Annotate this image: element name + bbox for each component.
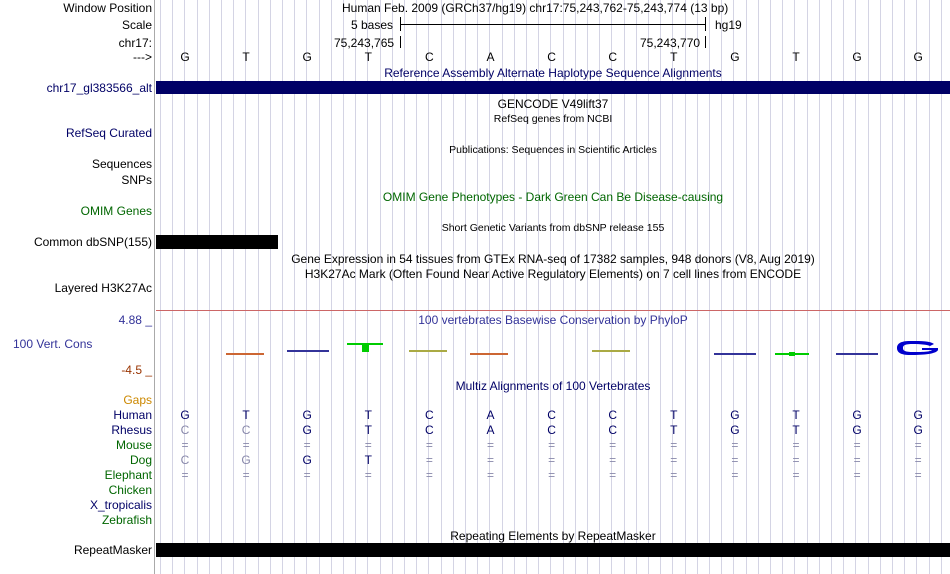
multiz-species-label[interactable]: Chicken xyxy=(108,483,152,497)
refseq-track-title[interactable]: RefSeq genes from NCBI xyxy=(493,113,613,125)
multiz-base: C xyxy=(425,423,434,437)
phylop-track-label[interactable]: 100 Vert. Cons xyxy=(13,337,93,351)
multiz-base: = xyxy=(486,468,494,482)
multiz-base: = xyxy=(853,468,861,482)
multiz-species-label[interactable]: Human xyxy=(113,408,152,422)
label-column-divider xyxy=(154,0,155,574)
multiz-base: = xyxy=(181,468,189,482)
publications-sequences-label[interactable]: Sequences xyxy=(91,157,152,171)
multiz-base: = xyxy=(364,438,372,452)
multiz-base: = xyxy=(853,453,861,467)
multiz-base: = xyxy=(609,453,617,467)
omim-track-label[interactable]: OMIM Genes xyxy=(80,204,152,218)
h3k27ac-track-title[interactable]: H3K27Ac Mark (Often Found Near Active Regulatory Elements) on 7 cell lines from ENCODE xyxy=(304,267,802,281)
alt-haplotype-track-title[interactable]: Reference Assembly Alternate Haplotype Sequence Alignments xyxy=(384,66,722,80)
reference-base: G xyxy=(913,50,923,64)
multiz-base: = xyxy=(548,468,556,482)
reference-base: T xyxy=(242,50,250,64)
reference-base: G xyxy=(730,50,740,64)
multiz-base: = xyxy=(731,438,739,452)
alt-haplotype-track-label[interactable]: chr17_gl383566_alt xyxy=(46,81,152,95)
dbsnp-track-title[interactable]: Short Genetic Variants from dbSNP release 155 xyxy=(441,222,665,234)
gencode-track-title[interactable]: GENCODE V49lift37 xyxy=(497,97,609,111)
h3k27ac-track-label[interactable]: Layered H3K27Ac xyxy=(54,281,152,295)
multiz-base: C xyxy=(608,408,618,422)
multiz-base: = xyxy=(914,468,922,482)
multiz-base: = xyxy=(303,468,311,482)
multiz-base: T xyxy=(792,423,800,437)
phylop-track-title[interactable]: 100 vertebrates Basewise Conservation by PhyloP xyxy=(418,313,688,327)
repeatmasker-track-title[interactable]: Repeating Elements by RepeatMasker xyxy=(450,529,656,543)
multiz-gaps-label[interactable]: Gaps xyxy=(123,393,152,407)
multiz-base: = xyxy=(609,468,617,482)
multiz-base: = xyxy=(242,468,250,482)
multiz-base: = xyxy=(181,438,189,452)
multiz-base: = xyxy=(609,438,617,452)
dbsnp-track-label[interactable]: Common dbSNP(155) xyxy=(33,235,152,249)
multiz-base: = xyxy=(486,453,494,467)
multiz-base: T xyxy=(792,408,800,422)
window-position-value: Human Feb. 2009 (GRCh37/hg19) chr17:75,243,762-75,243,774 (13 bp) xyxy=(342,1,729,15)
multiz-base: A xyxy=(486,423,495,437)
strand-arrow-label: ---> xyxy=(133,50,152,64)
multiz-base: G xyxy=(302,423,312,437)
reference-base: G xyxy=(852,50,862,64)
multiz-base: G xyxy=(913,423,923,437)
phylop-mark xyxy=(409,350,447,352)
multiz-base: G xyxy=(913,408,923,422)
multiz-base: G xyxy=(180,408,190,422)
phylop-mark xyxy=(836,353,878,355)
phylop-mark xyxy=(362,344,369,352)
scale-value: 5 bases xyxy=(351,18,394,32)
coord-left: 75,243,765 xyxy=(334,36,395,50)
multiz-base: C xyxy=(608,423,618,437)
dbsnp-variant-bar[interactable] xyxy=(156,235,278,249)
multiz-base: = xyxy=(914,453,922,467)
phylop-max-label: 4.88 _ xyxy=(118,313,152,327)
coord-right: 75,243,770 xyxy=(640,36,701,50)
multiz-base: = xyxy=(792,468,800,482)
multiz-species-label[interactable]: Rhesus xyxy=(111,423,152,437)
phylop-mark xyxy=(287,350,329,352)
gtex-track-title[interactable]: Gene Expression in 54 tissues from GTEx RNA-seq of 17382 samples, 948 donors (V8, Aug 2019) xyxy=(291,252,815,266)
reference-base: C xyxy=(608,50,618,64)
multiz-base: C xyxy=(241,423,251,437)
multiz-track-title[interactable]: Multiz Alignments of 100 Vertebrates xyxy=(455,379,651,393)
multiz-base: = xyxy=(670,468,678,482)
multiz-species-label[interactable]: Dog xyxy=(129,453,152,467)
multiz-base: = xyxy=(425,438,433,452)
multiz-base: C xyxy=(180,453,190,467)
multiz-base: = xyxy=(425,453,433,467)
multiz-base: T xyxy=(242,408,250,422)
phylop-mark xyxy=(470,353,508,355)
multiz-base: A xyxy=(486,408,495,422)
reference-base: C xyxy=(547,50,556,64)
phylop-mark xyxy=(226,353,264,355)
multiz-base: G xyxy=(852,423,862,437)
repeatmasker-element-bar[interactable] xyxy=(156,543,950,557)
phylop-min-label: -4.5 _ xyxy=(121,363,152,377)
multiz-base: = xyxy=(548,438,556,452)
omim-track-title[interactable]: OMIM Gene Phenotypes - Dark Green Can Be Disease-causing xyxy=(382,190,724,204)
multiz-base: T xyxy=(364,408,372,422)
multiz-base: = xyxy=(364,468,372,482)
multiz-base: = xyxy=(303,438,311,452)
multiz-base: C xyxy=(547,423,556,437)
multiz-base: = xyxy=(731,453,739,467)
multiz-base: G xyxy=(241,453,251,467)
multiz-base: = xyxy=(853,438,861,452)
repeatmasker-track-label[interactable]: RepeatMasker xyxy=(73,543,152,557)
multiz-base: T xyxy=(364,453,372,467)
phylop-logo-g xyxy=(896,340,940,356)
multiz-base: G xyxy=(302,453,312,467)
multiz-base: = xyxy=(242,438,250,452)
multiz-base: G xyxy=(852,408,862,422)
publications-snps-label[interactable]: SNPs xyxy=(121,173,152,187)
multiz-species-label[interactable]: Elephant xyxy=(104,468,152,482)
phylop-mark xyxy=(714,353,756,355)
multiz-base: = xyxy=(425,468,433,482)
refseq-track-label[interactable]: RefSeq Curated xyxy=(65,126,152,140)
multiz-base: T xyxy=(670,408,678,422)
multiz-species-label[interactable]: Zebrafish xyxy=(101,513,152,527)
multiz-base: = xyxy=(914,438,922,452)
multiz-base: = xyxy=(486,438,494,452)
coord-right-tick xyxy=(705,36,706,48)
multiz-species-label[interactable]: Mouse xyxy=(115,438,152,452)
multiz-base: = xyxy=(670,453,678,467)
multiz-base: T xyxy=(670,423,678,437)
multiz-base: C xyxy=(547,408,556,422)
window-position-label: Window Position xyxy=(63,1,152,15)
scale-bar xyxy=(400,17,706,31)
alt-haplotype-alignment-bar[interactable] xyxy=(156,81,950,94)
multiz-base: G xyxy=(730,408,740,422)
multiz-base: T xyxy=(364,423,372,437)
h3k27ac-divider-line xyxy=(156,310,950,311)
reference-base: T xyxy=(364,50,372,64)
multiz-base: C xyxy=(180,423,190,437)
reference-base: C xyxy=(425,50,434,64)
multiz-base: G xyxy=(302,408,312,422)
multiz-species-label[interactable]: X_tropicalis xyxy=(89,498,152,512)
multiz-base: = xyxy=(792,438,800,452)
reference-base: A xyxy=(486,50,495,64)
coord-left-tick xyxy=(400,36,401,48)
multiz-base: = xyxy=(792,453,800,467)
chrom-label: chr17: xyxy=(118,36,152,50)
multiz-base: = xyxy=(731,468,739,482)
scale-label: Scale xyxy=(121,18,152,32)
multiz-base: = xyxy=(670,438,678,452)
multiz-base: G xyxy=(730,423,740,437)
phylop-mark xyxy=(789,352,795,356)
reference-base: G xyxy=(302,50,312,64)
reference-base: T xyxy=(792,50,800,64)
reference-base: G xyxy=(180,50,190,64)
multiz-base: C xyxy=(425,408,434,422)
phylop-mark xyxy=(592,350,630,352)
publications-track-title[interactable]: Publications: Sequences in Scientific Articles xyxy=(449,144,657,156)
reference-base: T xyxy=(670,50,678,64)
assembly-label: hg19 xyxy=(715,18,742,32)
multiz-base: = xyxy=(548,453,556,467)
